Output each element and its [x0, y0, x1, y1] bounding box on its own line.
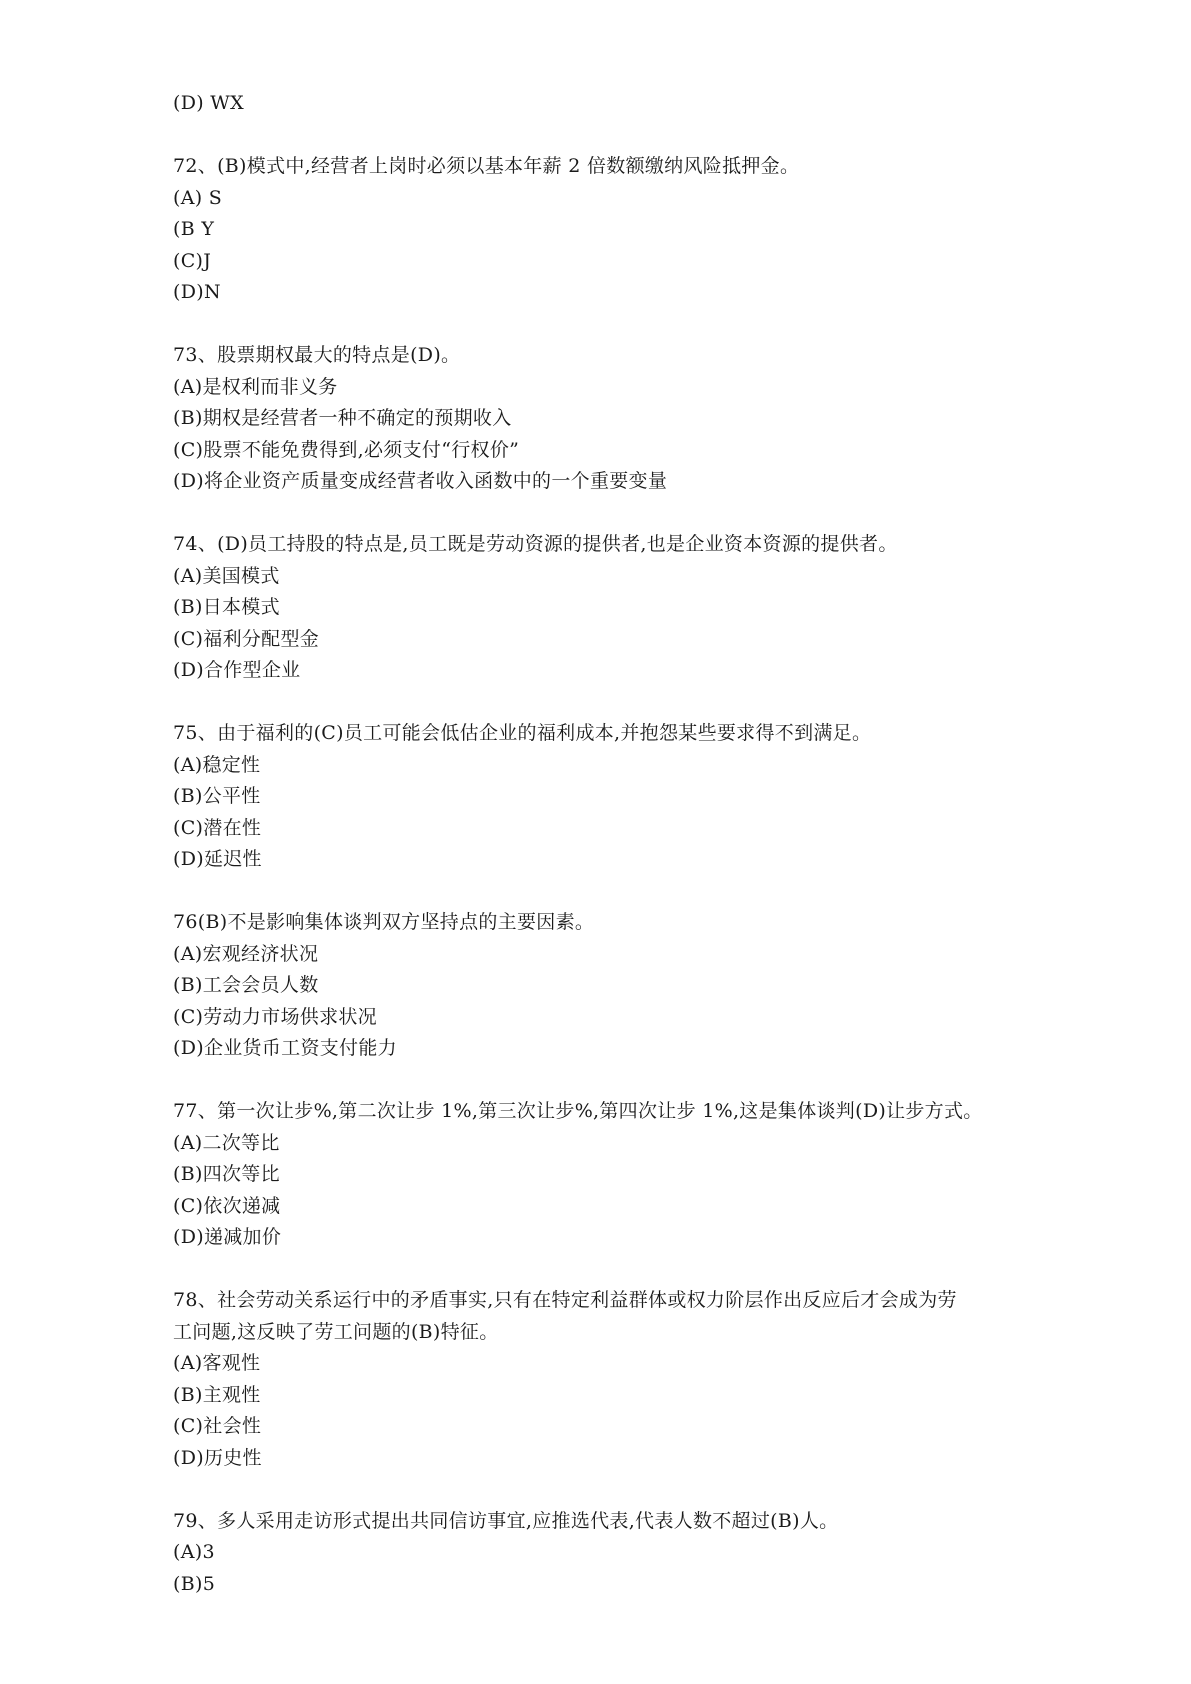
- spacer: [173, 309, 1073, 341]
- question-block: [173, 529, 1073, 687]
- question-stem: 72、(B)模式中,经营者上岗时必须以基本年薪 2 倍数额缴纳风险抵押金。: [173, 155, 800, 177]
- question-block: [173, 907, 1073, 1065]
- spacer: [173, 1474, 1073, 1506]
- option-c: (C)依次递减: [173, 1194, 281, 1217]
- option-b: (B)主观性: [173, 1383, 261, 1406]
- option-a: (A)宏观经济状况: [173, 942, 319, 965]
- option-b: (B)公平性: [173, 785, 261, 807]
- spacer: [173, 876, 1073, 908]
- question-stem: 76(B)不是影响集体谈判双方坚持点的主要因素。: [173, 911, 595, 933]
- spacer: [173, 1065, 1073, 1097]
- option-b: (B)工会会员人数: [173, 974, 319, 996]
- option-c: (C)J: [173, 249, 212, 272]
- option-d: (D)企业货币工资支付能力: [173, 1037, 397, 1059]
- option-a: (A)稳定性: [173, 753, 261, 776]
- spacer: [173, 498, 1073, 530]
- option-b: (B)日本模式: [173, 596, 280, 618]
- option-text: (D) WX: [173, 92, 244, 114]
- option-a: (A)美国模式: [173, 564, 280, 587]
- question-block: [173, 151, 1073, 309]
- question-block: [173, 1285, 1073, 1474]
- option-d: (D)历史性: [173, 1446, 262, 1469]
- option-a: (A)客观性: [173, 1352, 261, 1374]
- question-block: [173, 340, 1073, 498]
- option-c: (C)潜在性: [173, 816, 262, 839]
- option-d: (D)N: [173, 281, 221, 303]
- question-block: [173, 1096, 1073, 1254]
- option-d: (D)将企业资产质量变成经营者收入函数中的一个重要变量: [173, 470, 668, 492]
- option-c: (C)股票不能免费得到,必须支付“行权价”: [173, 438, 520, 461]
- option-d: (D)合作型企业: [173, 659, 301, 681]
- option-c: (C)劳动力市场供求状况: [173, 1005, 377, 1028]
- option-c: (C)福利分配型金: [173, 627, 320, 650]
- option-d: (D)延迟性: [173, 848, 262, 870]
- question-block: [173, 718, 1073, 876]
- option-a: (A) S: [173, 186, 223, 209]
- option-a: (A)是权利而非义务: [173, 375, 338, 398]
- option-c: (C)社会性: [173, 1415, 262, 1437]
- option-b: (B)5: [173, 1572, 216, 1595]
- option-b: (B)期权是经营者一种不确定的预期收入: [173, 407, 512, 429]
- exam-page: [173, 88, 1073, 1600]
- question-block: [173, 1506, 1073, 1601]
- option-b: (B Y: [173, 218, 215, 240]
- spacer: [173, 1254, 1073, 1286]
- question-stem: 77、第一次让步%,第二次让步 1%,第三次让步%,第四次让步 1%,这是集体谈判(D)让步方式。: [173, 1100, 983, 1122]
- question-stem: 78、社会劳动关系运行中的矛盾事实,只有在特定利益群体或权力阶层作出反应后才会成为劳: [173, 1289, 957, 1311]
- option-d: (D)递减加价: [173, 1226, 282, 1248]
- question-stem: 73、股票期权最大的特点是(D)。: [173, 344, 461, 366]
- question-stem: 74、(D)员工持股的特点是,员工既是劳动资源的提供者,也是企业资本资源的提供者。: [173, 533, 898, 555]
- question-stem-continued: 工问题,这反映了劳工问题的(B)特征。: [173, 1320, 499, 1343]
- spacer: [173, 687, 1073, 719]
- option-a: (A)3: [173, 1541, 215, 1563]
- question-stem: 75、由于福利的(C)员工可能会低估企业的福利成本,并抱怨某些要求得不到满足。: [173, 722, 872, 744]
- option-b: (B)四次等比: [173, 1163, 280, 1185]
- question-stem: 79、多人采用走访形式提出共同信访事宜,应推选代表,代表人数不超过(B)人。: [173, 1509, 839, 1532]
- spacer: [173, 120, 1073, 152]
- option-a: (A)二次等比: [173, 1131, 280, 1154]
